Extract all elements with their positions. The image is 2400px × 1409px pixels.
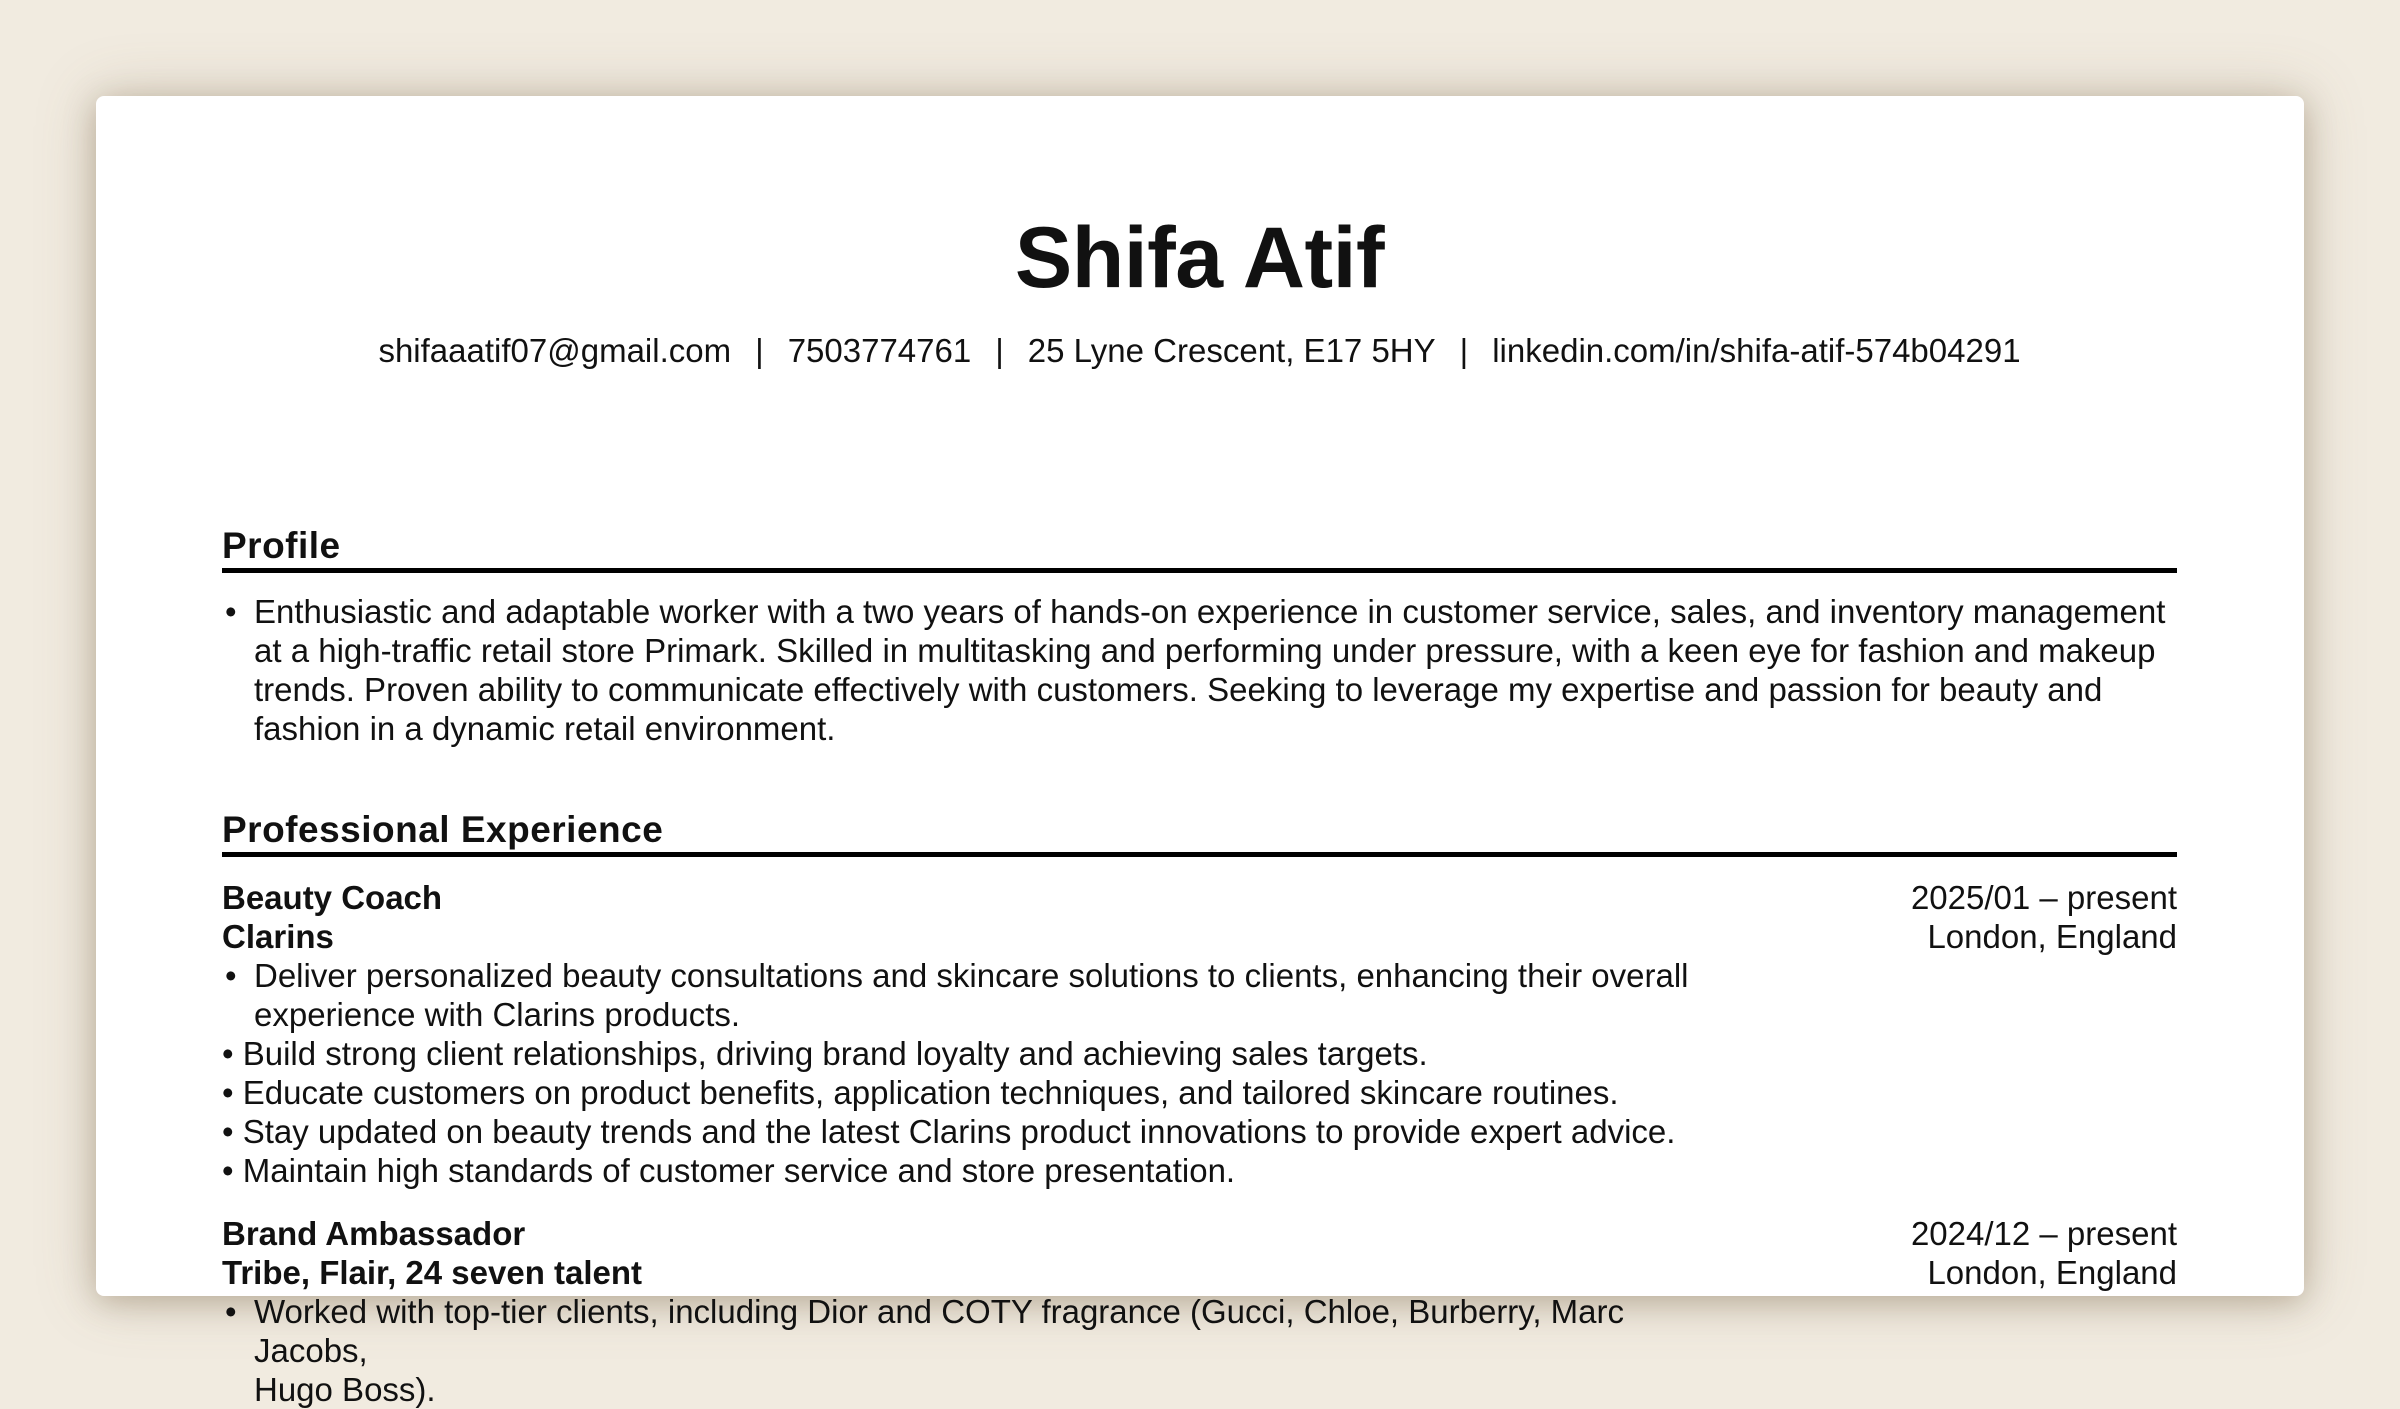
job-header [222,1214,2177,1292]
separator: | [755,332,764,369]
job-header [222,878,2177,956]
list-item [222,1292,1742,1409]
job-location: London, England [1927,918,2177,955]
resume-page [96,96,2304,1408]
profile-line: Enthusiastic and adaptable worker with a two years of hands-on experience in customer service, sales, and inventory management [254,593,2166,630]
profile-summary [222,592,2177,748]
profile-line: at a high-traffic retail store Primark. Skilled in multitasking and performing under pressure, with a keen eye for fashion and makeup [254,632,2156,669]
bullet: • [225,957,237,994]
list-item [222,592,2177,748]
profile-line: trends. Proven ability to communicate effectively with customers. Seeking to leverage my expertise and passion for beauty and [254,671,2103,708]
list-item: • Maintain high standards of customer service and store presentation. [222,1152,1236,1189]
address-text: 25 Lyne Crescent, E17 5HY [1027,332,1436,369]
bullet-line: experience with Clarins products. [254,996,741,1033]
separator: | [1459,332,1469,369]
bullet-line: Hugo Boss). [254,1371,436,1408]
phone-text: 7503774761 [787,332,972,369]
bullet-line: Deliver personalized beauty consultations and skincare solutions to clients, enhancing their overall [254,957,1689,994]
list-item: • Build strong client relationships, driving brand loyalty and achieving sales targets. [222,1035,1428,1072]
list-item: • Educate customers on product benefits, application techniques, and tailored skincare routines. [222,1074,1619,1111]
section-title-experience: Professional Experience [222,808,2177,857]
bullet: • [225,1293,237,1330]
job-entry [222,878,2177,1190]
email-text: shifaaatif07@gmail.com [378,332,732,369]
candidate-name: Shifa Atif [1014,210,1385,306]
job-title: Brand Ambassador [222,1215,526,1252]
section-title-profile: Profile [222,524,2177,573]
job-bullets [222,956,1742,1190]
job-dates: 2024/12 – present [1910,1215,2177,1252]
job-title: Beauty Coach [222,879,443,916]
list-item [222,956,1742,1034]
profile-line: fashion in a dynamic retail environment. [254,710,836,747]
job-company: Clarins [222,918,334,955]
list-item: • Stay updated on beauty trends and the latest Clarins product innovations to provide expert advice. [222,1113,1676,1150]
job-meta [1911,878,2177,956]
separator: | [995,332,1004,369]
job-bullets [222,1292,1742,1409]
job-dates: 2025/01 – present [1910,879,2177,916]
job-company: Tribe, Flair, 24 seven talent [222,1254,643,1291]
job-meta [1911,1214,2177,1292]
bullet: • [225,593,237,630]
job-location: London, England [1927,1254,2177,1291]
linkedin-text: linkedin.com/in/shifa-atif-574b04291 [1492,332,2021,369]
bullet-line: Worked with top-tier clients, including Dior and COTY fragrance (Gucci, Chloe, Burberry, Marc Jacobs, [254,1293,1625,1369]
job-entry [222,1214,2177,1409]
contact-line [222,330,2177,372]
